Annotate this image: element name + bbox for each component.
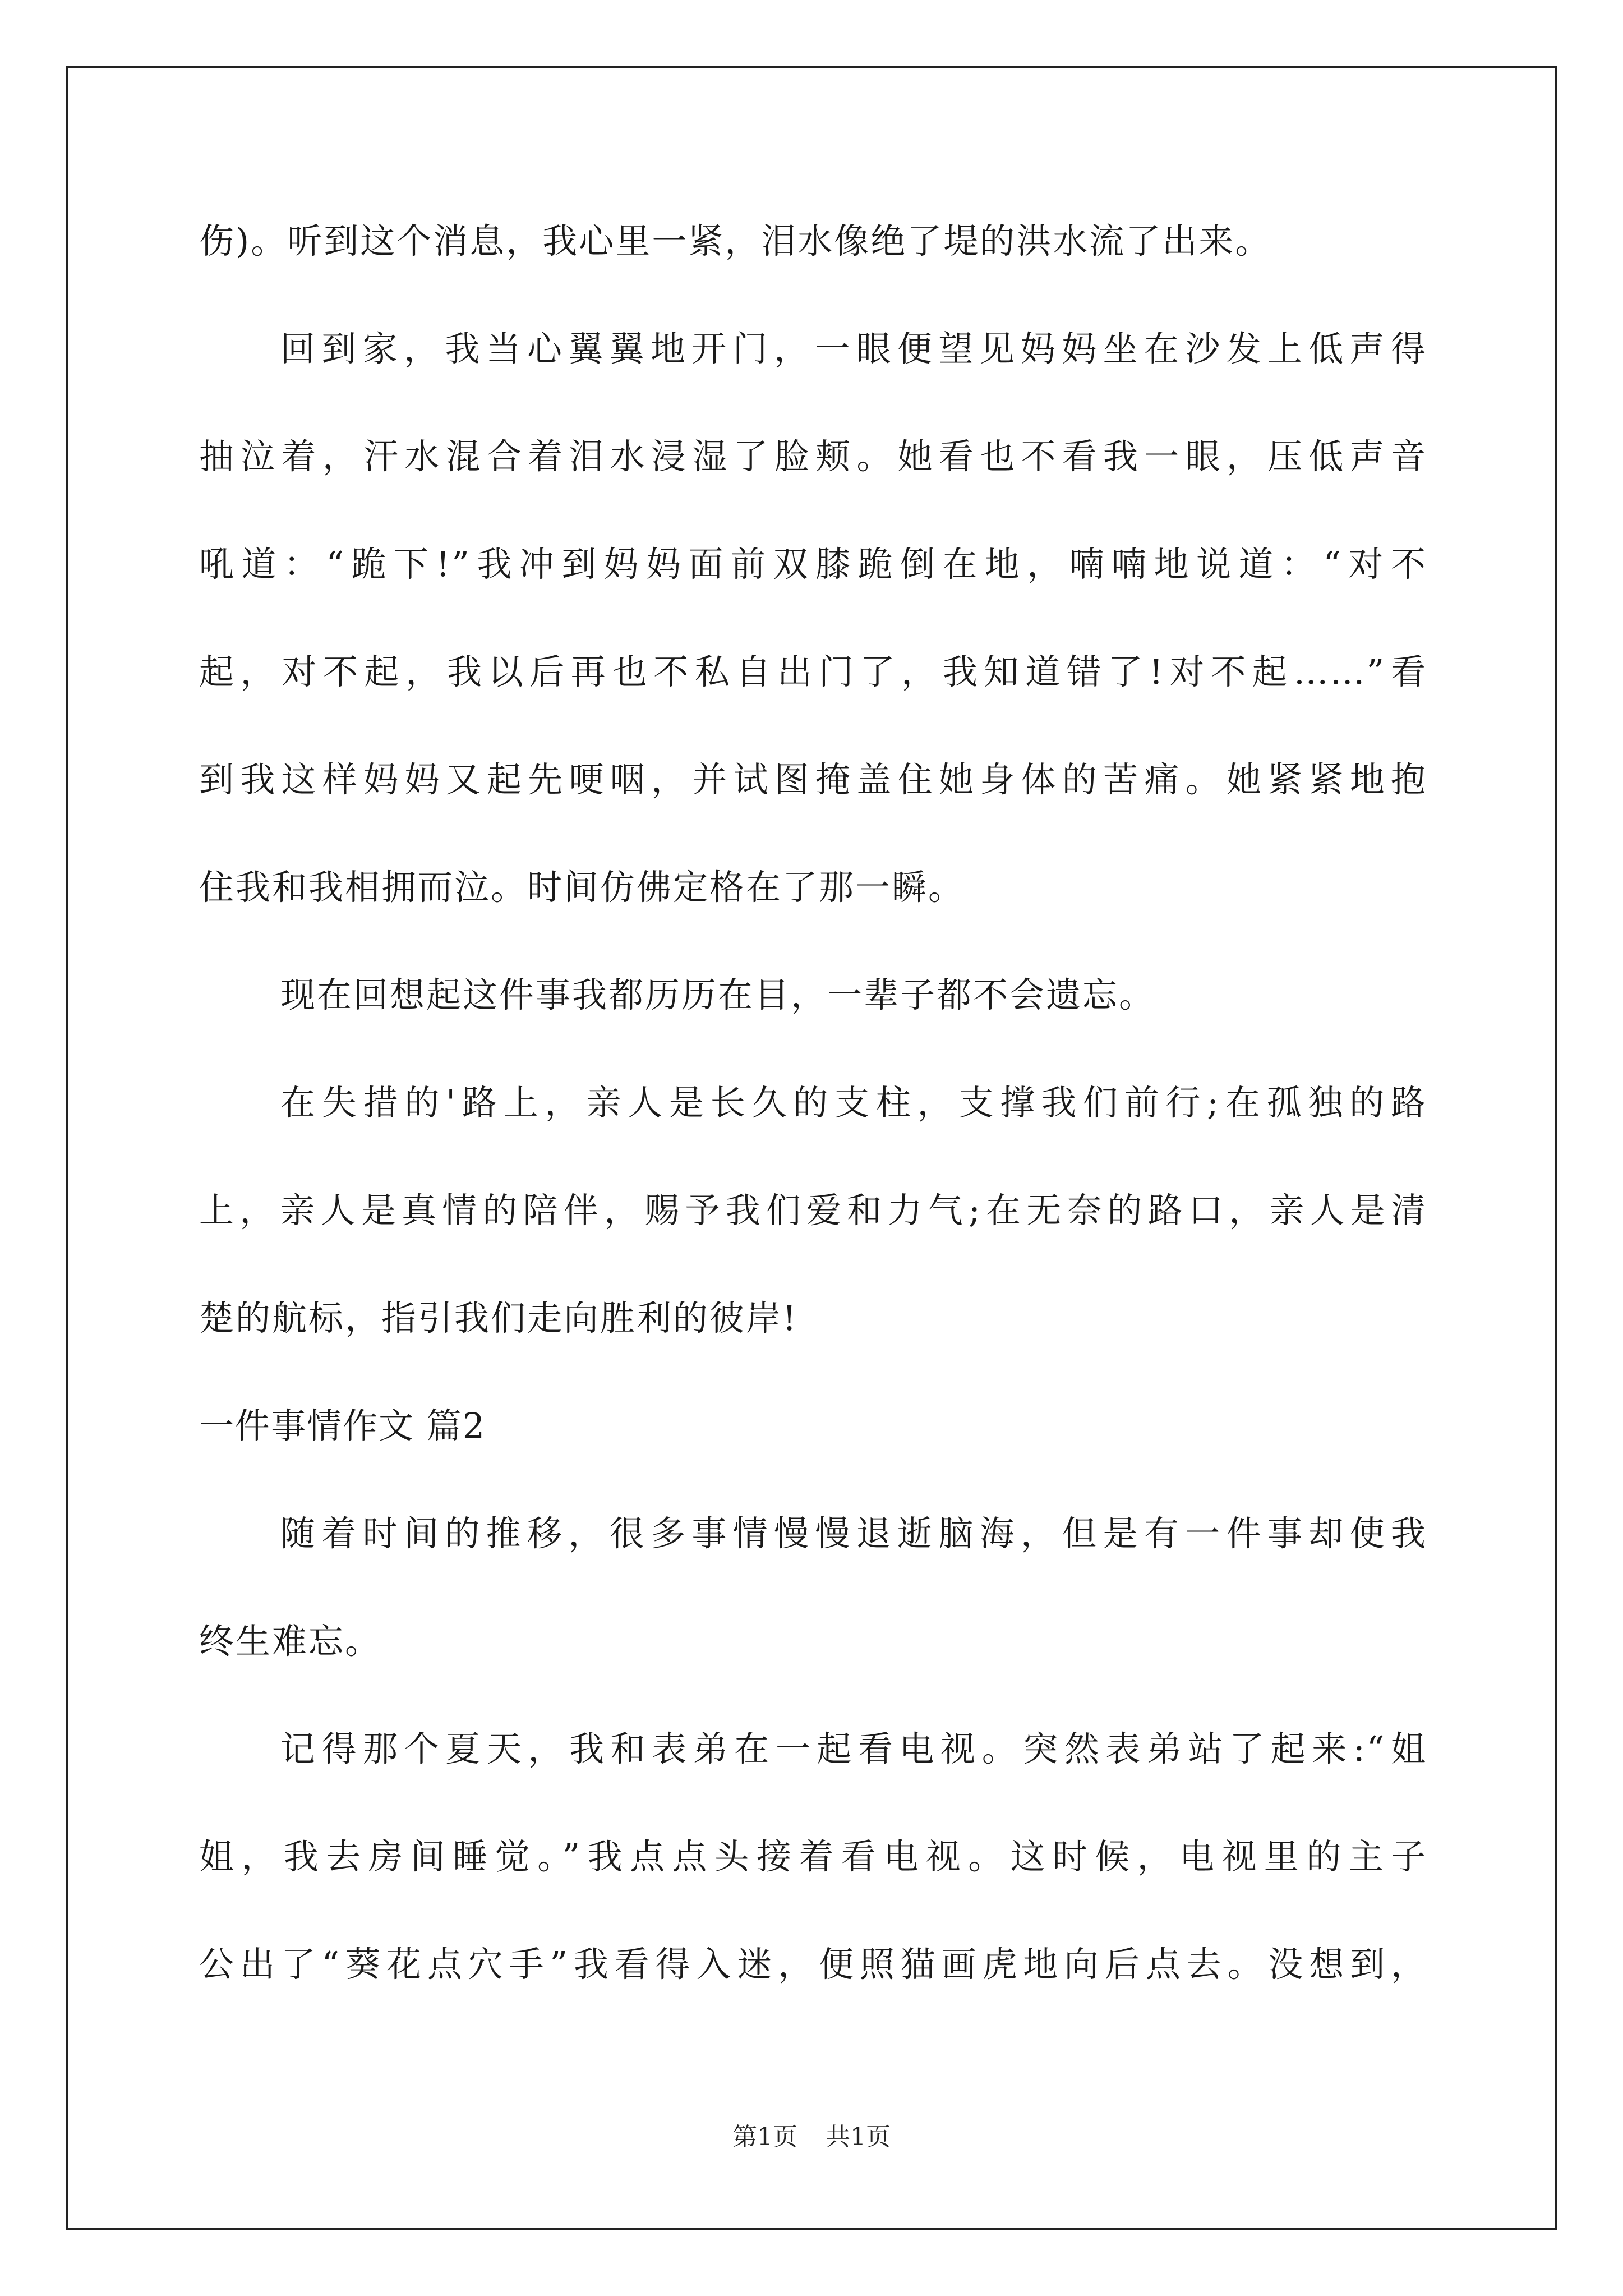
text-line-9: 在失措的'路上，亲人是长久的支柱，支撑我们前行;在孤独的路 [280,1082,1427,1123]
text-line-7: 住我和我相拥而泣。时间仿佛定格在了那一瞬。 [199,867,965,908]
text-line-1: 伤)。听到这个消息，我心里一紧，泪水像绝了堤的洪水流了出来。 [199,220,1272,261]
document-body [199,213,1427,2044]
page-footer [0,2120,1623,2154]
text-line-14: 终生难忘。 [199,1621,382,1662]
text-line-13: 随着时间的推移，很多事情慢慢退逝脑海，但是有一件事却使我 [280,1513,1427,1554]
page-total: 共1页 [826,2123,891,2151]
text-line-8: 现在回想起这件事我都历历在目，一辈子都不会遗忘。 [280,974,1156,1015]
text-line-15: 记得那个夏天，我和表弟在一起看电视。突然表弟站了起来:“姐 [280,1728,1427,1769]
text-line-11: 楚的航标，指引我们走向胜利的彼岸! [199,1297,798,1338]
text-line-3: 抽泣着，汗水混合着泪水浸湿了脸颊。她看也不看我一眼，压低声音 [199,436,1427,477]
page-number: 第1页 [732,2123,797,2151]
text-line-5: 起，对不起，我以后再也不私自出门了，我知道错了!对不起……”看 [199,651,1427,692]
text-line-2: 回到家，我当心翼翼地开门，一眼便望见妈妈坐在沙发上低声得 [280,328,1427,369]
text-line-16: 姐，我去房间睡觉。”我点点头接着看电视。这时候，电视里的主子 [199,1836,1427,1877]
text-line-10: 上，亲人是真情的陪伴，赐予我们爱和力气;在无奈的路口，亲人是清 [199,1190,1427,1231]
text-line-4: 吼道：“跪下!”我冲到妈妈面前双膝跪倒在地，喃喃地说道：“对不 [199,544,1427,585]
section-heading: 一件事情作文 篇2 [199,1405,486,1446]
text-line-17: 公出了“葵花点穴手”我看得入迷，便照猫画虎地向后点去。没想到， [199,1944,1427,1985]
text-line-6: 到我这样妈妈又起先哽咽，并试图掩盖住她身体的苦痛。她紧紧地抱 [199,759,1427,800]
